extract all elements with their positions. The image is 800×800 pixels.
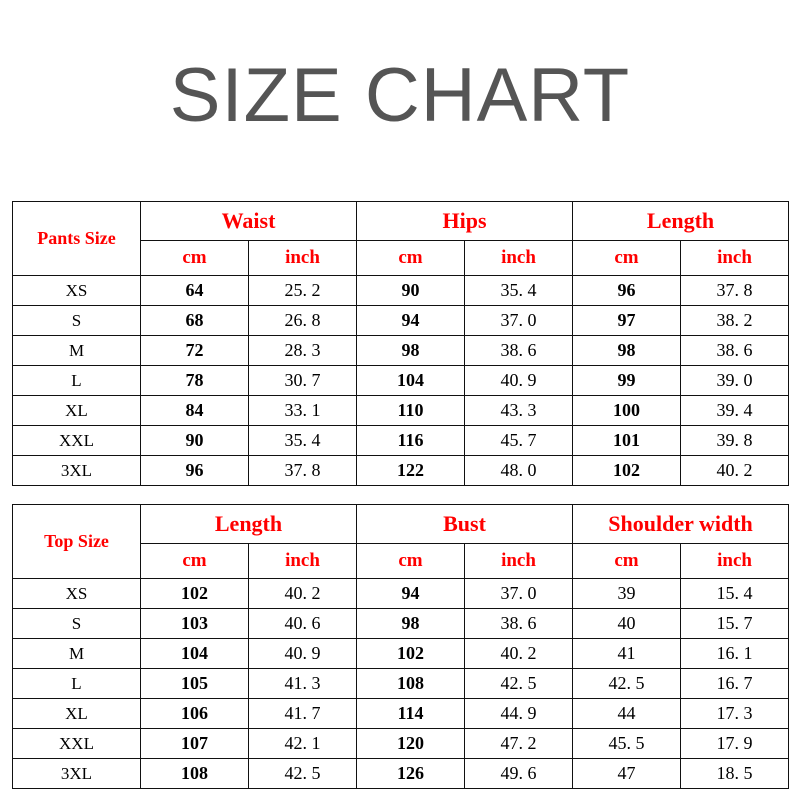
table-row	[13, 669, 789, 699]
top-table-head	[13, 505, 789, 579]
pants-group-hips: Hips	[357, 202, 573, 241]
top-size-column-header: Top Size	[13, 505, 141, 579]
pants-cell-inch: 43. 3	[465, 396, 573, 426]
top-unit-bust-cm: cm	[357, 544, 465, 579]
top-cell-inch: 16. 7	[681, 669, 789, 699]
top-cell-inch: 18. 5	[681, 759, 789, 789]
pants-cell-inch: 37. 8	[249, 456, 357, 486]
table-row	[13, 396, 789, 426]
top-cell-inch: 42. 5	[249, 759, 357, 789]
top-cell-cm: 40	[573, 609, 681, 639]
top-cell-cm: 41	[573, 639, 681, 669]
top-cell-cm: 126	[357, 759, 465, 789]
top-unit-shoulder-cm: cm	[573, 544, 681, 579]
top-cell-inch: 44. 9	[465, 699, 573, 729]
pants-cell-inch: 28. 3	[249, 336, 357, 366]
top-unit-shoulder-inch: inch	[681, 544, 789, 579]
pants-cell-inch: 40. 2	[681, 456, 789, 486]
pants-cell-cm: 96	[141, 456, 249, 486]
pants-size-table	[12, 201, 789, 486]
top-row-size-label: XS	[13, 579, 141, 609]
top-cell-cm: 105	[141, 669, 249, 699]
pants-cell-cm: 98	[573, 336, 681, 366]
top-cell-cm: 94	[357, 579, 465, 609]
top-cell-cm: 120	[357, 729, 465, 759]
pants-row-size-label: XL	[13, 396, 141, 426]
top-cell-inch: 40. 2	[249, 579, 357, 609]
pants-row-size-label: XXL	[13, 426, 141, 456]
pants-row-size-label: XS	[13, 276, 141, 306]
table-row	[13, 639, 789, 669]
pants-cell-cm: 64	[141, 276, 249, 306]
top-cell-cm: 45. 5	[573, 729, 681, 759]
page-title: SIZE CHART	[169, 53, 631, 138]
pants-row-size-label: M	[13, 336, 141, 366]
pants-table-body	[13, 276, 789, 486]
top-unit-length-inch: inch	[249, 544, 357, 579]
pants-cell-cm: 78	[141, 366, 249, 396]
pants-unit-hips-inch: inch	[465, 241, 573, 276]
pants-cell-inch: 39. 4	[681, 396, 789, 426]
top-cell-cm: 104	[141, 639, 249, 669]
pants-cell-cm: 68	[141, 306, 249, 336]
pants-size-column-header: Pants Size	[13, 202, 141, 276]
table-row	[13, 699, 789, 729]
top-cell-cm: 114	[357, 699, 465, 729]
pants-size-table-wrapper	[12, 201, 788, 486]
top-cell-inch: 42. 1	[249, 729, 357, 759]
pants-cell-inch: 35. 4	[465, 276, 573, 306]
pants-cell-cm: 90	[357, 276, 465, 306]
top-cell-inch: 37. 0	[465, 579, 573, 609]
top-cell-cm: 47	[573, 759, 681, 789]
pants-cell-cm: 116	[357, 426, 465, 456]
pants-cell-cm: 84	[141, 396, 249, 426]
pants-cell-inch: 30. 7	[249, 366, 357, 396]
pants-cell-inch: 39. 0	[681, 366, 789, 396]
pants-cell-inch: 37. 0	[465, 306, 573, 336]
pants-cell-cm: 72	[141, 336, 249, 366]
top-unit-bust-inch: inch	[465, 544, 573, 579]
table-row	[13, 276, 789, 306]
top-unit-length-cm: cm	[141, 544, 249, 579]
pants-cell-cm: 122	[357, 456, 465, 486]
top-cell-cm: 42. 5	[573, 669, 681, 699]
pants-cell-inch: 39. 8	[681, 426, 789, 456]
top-size-table-wrapper	[12, 504, 788, 789]
top-cell-cm: 44	[573, 699, 681, 729]
pants-unit-length-cm: cm	[573, 241, 681, 276]
pants-cell-cm: 96	[573, 276, 681, 306]
table-row	[13, 306, 789, 336]
top-cell-cm: 39	[573, 579, 681, 609]
top-cell-inch: 41. 3	[249, 669, 357, 699]
top-cell-inch: 40. 9	[249, 639, 357, 669]
pants-group-length: Length	[573, 202, 789, 241]
pants-cell-inch: 38. 6	[465, 336, 573, 366]
table-row	[13, 456, 789, 486]
table-row	[13, 609, 789, 639]
top-row-size-label: L	[13, 669, 141, 699]
pants-row-size-label: 3XL	[13, 456, 141, 486]
pants-cell-inch: 25. 2	[249, 276, 357, 306]
pants-cell-cm: 98	[357, 336, 465, 366]
pants-cell-cm: 94	[357, 306, 465, 336]
top-row-size-label: XXL	[13, 729, 141, 759]
top-cell-cm: 98	[357, 609, 465, 639]
top-row-size-label: XL	[13, 699, 141, 729]
top-cell-cm: 108	[357, 669, 465, 699]
pants-cell-inch: 48. 0	[465, 456, 573, 486]
pants-unit-waist-inch: inch	[249, 241, 357, 276]
top-cell-inch: 40. 6	[249, 609, 357, 639]
pants-cell-inch: 40. 9	[465, 366, 573, 396]
top-cell-inch: 17. 3	[681, 699, 789, 729]
pants-row-size-label: L	[13, 366, 141, 396]
pants-cell-cm: 104	[357, 366, 465, 396]
top-cell-cm: 102	[357, 639, 465, 669]
pants-unit-length-inch: inch	[681, 241, 789, 276]
pants-cell-cm: 110	[357, 396, 465, 426]
table-row	[13, 579, 789, 609]
pants-cell-cm: 100	[573, 396, 681, 426]
top-group-bust: Bust	[357, 505, 573, 544]
pants-cell-inch: 33. 1	[249, 396, 357, 426]
pants-cell-cm: 97	[573, 306, 681, 336]
top-size-table	[12, 504, 789, 789]
top-cell-cm: 107	[141, 729, 249, 759]
pants-header-groups-row	[13, 202, 789, 241]
table-row	[13, 366, 789, 396]
pants-cell-inch: 45. 7	[465, 426, 573, 456]
table-row	[13, 729, 789, 759]
top-cell-cm: 106	[141, 699, 249, 729]
top-cell-inch: 47. 2	[465, 729, 573, 759]
pants-table-head	[13, 202, 789, 276]
table-row	[13, 336, 789, 366]
pants-row-size-label: S	[13, 306, 141, 336]
top-cell-inch: 38. 6	[465, 609, 573, 639]
top-group-length: Length	[141, 505, 357, 544]
pants-cell-cm: 90	[141, 426, 249, 456]
pants-cell-cm: 102	[573, 456, 681, 486]
top-row-size-label: S	[13, 609, 141, 639]
top-row-size-label: M	[13, 639, 141, 669]
pants-cell-inch: 38. 6	[681, 336, 789, 366]
pants-cell-cm: 99	[573, 366, 681, 396]
table-row	[13, 426, 789, 456]
pants-unit-waist-cm: cm	[141, 241, 249, 276]
top-cell-cm: 102	[141, 579, 249, 609]
pants-cell-inch: 26. 8	[249, 306, 357, 336]
top-row-size-label: 3XL	[13, 759, 141, 789]
pants-unit-hips-cm: cm	[357, 241, 465, 276]
pants-group-waist: Waist	[141, 202, 357, 241]
top-cell-cm: 103	[141, 609, 249, 639]
table-row	[13, 759, 789, 789]
top-cell-inch: 17. 9	[681, 729, 789, 759]
top-header-groups-row	[13, 505, 789, 544]
pants-cell-inch: 38. 2	[681, 306, 789, 336]
top-cell-cm: 108	[141, 759, 249, 789]
pants-cell-inch: 35. 4	[249, 426, 357, 456]
top-cell-inch: 41. 7	[249, 699, 357, 729]
top-cell-inch: 42. 5	[465, 669, 573, 699]
top-cell-inch: 15. 4	[681, 579, 789, 609]
top-group-shoulder-width: Shoulder width	[573, 505, 789, 544]
pants-cell-cm: 101	[573, 426, 681, 456]
top-table-body	[13, 579, 789, 789]
top-cell-inch: 16. 1	[681, 639, 789, 669]
top-cell-inch: 49. 6	[465, 759, 573, 789]
pants-cell-inch: 37. 8	[681, 276, 789, 306]
top-cell-inch: 15. 7	[681, 609, 789, 639]
top-cell-inch: 40. 2	[465, 639, 573, 669]
